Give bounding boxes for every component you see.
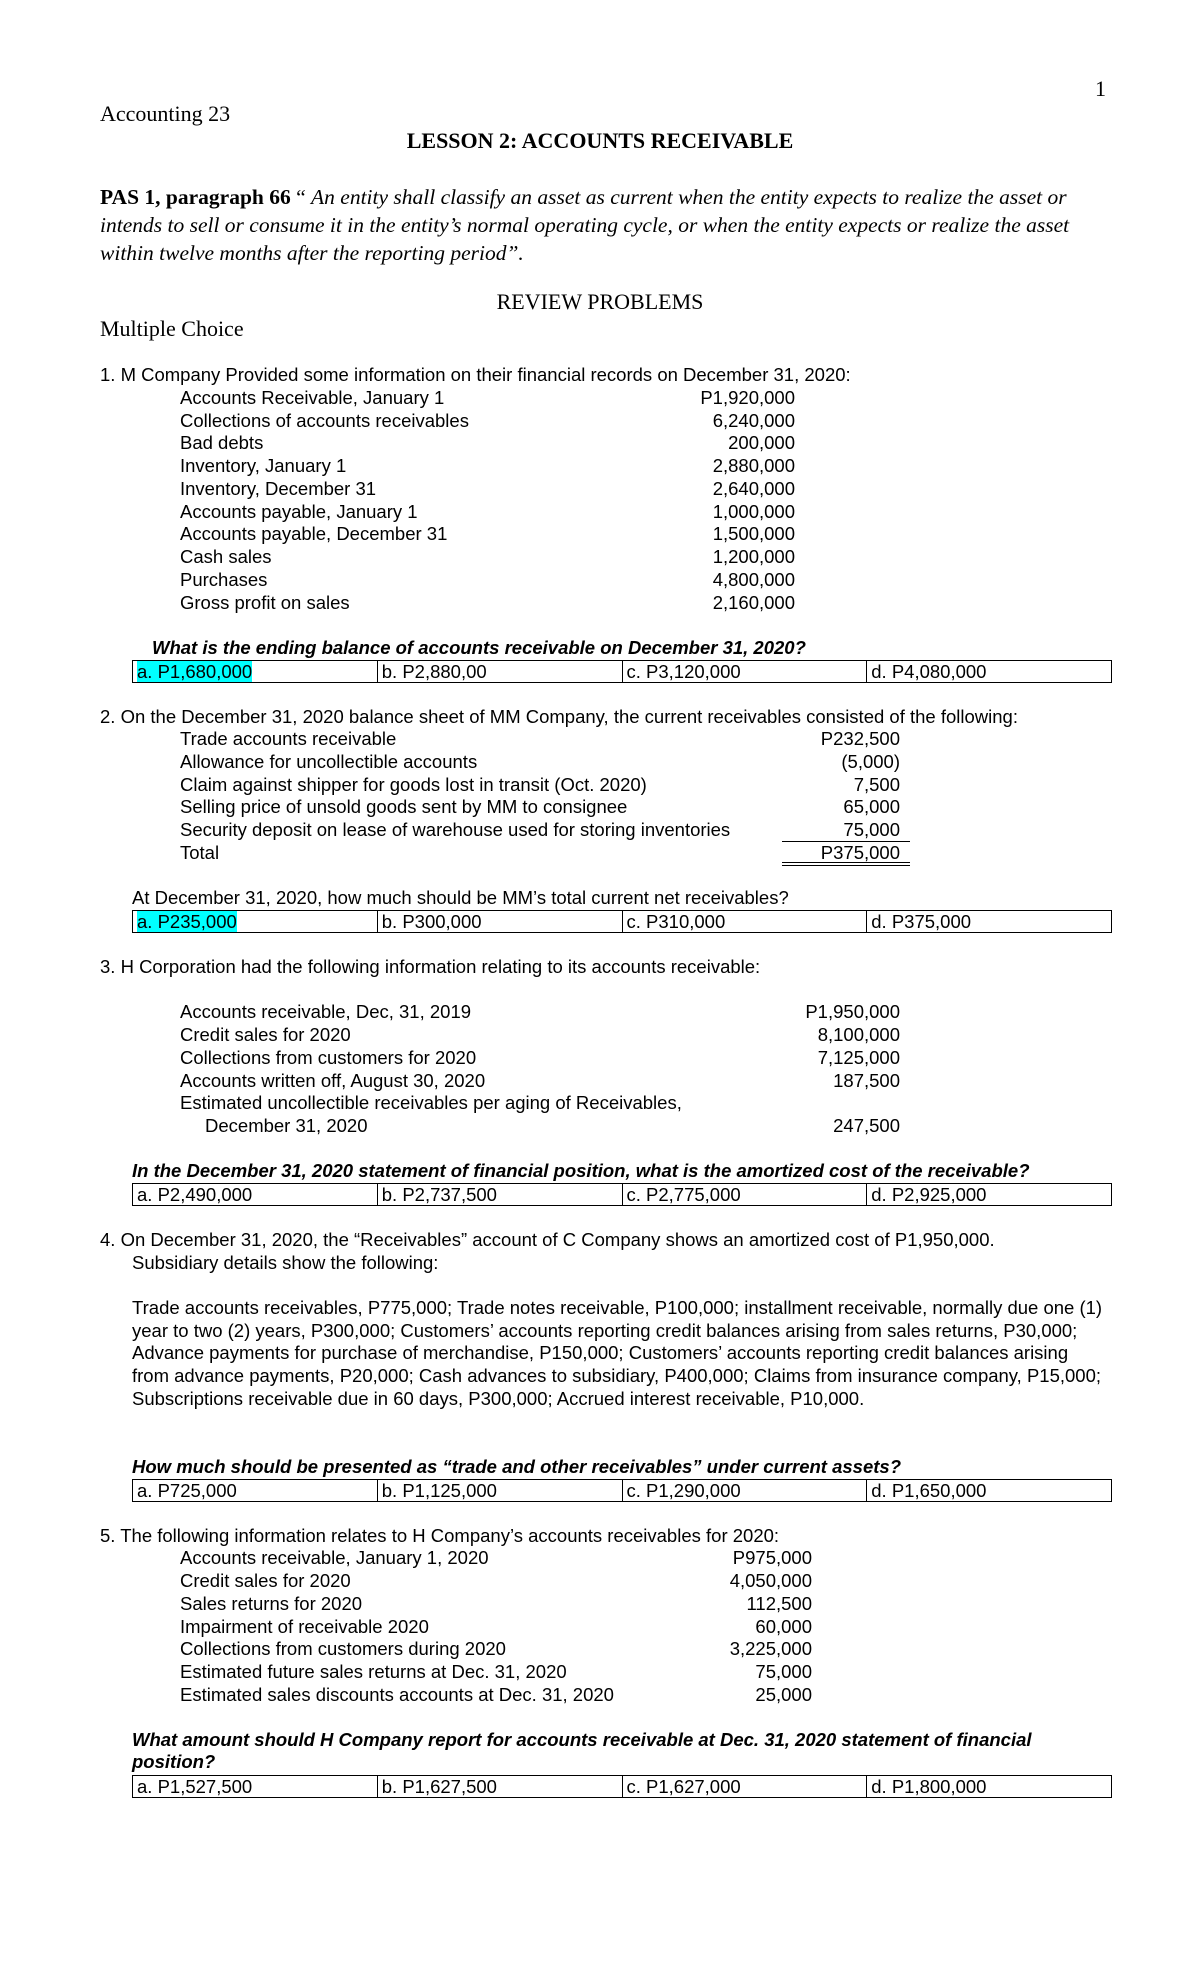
- page-number: 1: [1095, 76, 1106, 101]
- q2-intro: 2. On the December 31, 2020 balance sheet of MM Company, the current receivables consisted of the following:: [100, 706, 1018, 727]
- q1-item-label: Bad debts: [180, 432, 264, 453]
- q5-item-value: 112,500: [746, 1593, 812, 1614]
- q3-item-label: Estimated uncollectible receivables per aging of Receivables,: [180, 1092, 682, 1113]
- q2-item-label: Security deposit on lease of warehouse used for storing inventories: [180, 819, 731, 840]
- q5-item-value: P975,000: [732, 1547, 812, 1568]
- q2-choice-a[interactable]: [133, 911, 378, 933]
- q4-intro-line2: Subsidiary details show the following:: [132, 1252, 439, 1273]
- q1-item-value: 1,500,000: [712, 523, 795, 544]
- q4-choice-c[interactable]: c. P1,290,000: [622, 1480, 867, 1502]
- q1-choice-b[interactable]: b. P2,880,00: [377, 661, 622, 683]
- q1-choice-c[interactable]: c. P3,120,000: [622, 661, 867, 683]
- q1-choice-a[interactable]: [133, 661, 378, 683]
- q1-item-value: 2,160,000: [712, 592, 795, 613]
- q3-question: In the December 31, 2020 statement of financial position, what is the amortized cost of the receivable?: [132, 1160, 1030, 1181]
- q1-item-label: Cash sales: [180, 546, 272, 567]
- q4-question: How much should be presented as “trade and other receivables” under current assets?: [132, 1456, 901, 1477]
- q2-choice-a-highlight: a. P235,000: [137, 911, 237, 932]
- q5-intro: 5. The following information relates to H Company’s accounts receivables for 2020:: [100, 1525, 780, 1546]
- q4-intro-line1: 4. On December 31, 2020, the “Receivables” account of C Company shows an amortized cost of P1,950,000.: [100, 1229, 995, 1250]
- q2-item-label: Selling price of unsold goods sent by MM to consignee: [180, 796, 628, 817]
- q3-item-label: Accounts receivable, Dec, 31, 2019: [180, 1001, 472, 1022]
- q5-item-label: Sales returns for 2020: [180, 1593, 363, 1614]
- q2-choice-b[interactable]: b. P300,000: [377, 911, 622, 933]
- q1-item-value: 6,240,000: [712, 410, 795, 431]
- q2-item-value: 65,000: [843, 796, 900, 817]
- q3-item-value: 247,500: [833, 1115, 900, 1136]
- q5-item-label: Estimated future sales returns at Dec. 31, 2020: [180, 1661, 567, 1682]
- q3-item-label: December 31, 2020: [205, 1115, 368, 1136]
- q5-item-value: 60,000: [755, 1616, 812, 1637]
- q1-item-value: 4,800,000: [712, 569, 795, 590]
- q5-item-label: Credit sales for 2020: [180, 1570, 351, 1591]
- q5-item-label: Estimated sales discounts accounts at Dec. 31, 2020: [180, 1684, 614, 1705]
- lesson-title: LESSON 2: ACCOUNTS RECEIVABLE: [406, 128, 794, 153]
- q3-intro: 3. H Corporation had the following information relating to its accounts receivable:: [100, 956, 761, 977]
- q5-item-value: 4,050,000: [729, 1570, 812, 1591]
- q2-item-label: Claim against shipper for goods lost in transit (Oct. 2020): [180, 774, 647, 795]
- q5-choice-b[interactable]: b. P1,627,500: [377, 1776, 622, 1798]
- q3-item-value: 8,100,000: [817, 1024, 900, 1045]
- q3-item-value: 7,125,000: [817, 1047, 900, 1068]
- q1-item-value: 200,000: [728, 432, 795, 453]
- q5-item-label: Collections from customers during 2020: [180, 1638, 506, 1659]
- q2-total-value: P375,000: [782, 842, 910, 866]
- q5-choices: [132, 1775, 1112, 1798]
- q3-choice-b[interactable]: b. P2,737,500: [377, 1184, 622, 1206]
- q1-choices: [132, 660, 1112, 683]
- q2-item-value: P232,500: [820, 728, 900, 749]
- q2-item-label: Trade accounts receivable: [180, 728, 397, 749]
- q2-item-value: 75,000: [782, 819, 910, 842]
- q5-question: What amount should H Company report for accounts receivable at Dec. 31, 2020 statement of financial position?: [132, 1729, 1032, 1772]
- q2-choice-c[interactable]: c. P310,000: [622, 911, 867, 933]
- q1-choice-d[interactable]: d. P4,080,000: [867, 661, 1112, 683]
- q1-question: What is the ending balance of accounts receivable on December 31, 2020?: [152, 637, 806, 658]
- q2-item-value: (5,000): [841, 751, 900, 772]
- q5-item-label: Impairment of receivable 2020: [180, 1616, 429, 1637]
- q1-intro: 1. M Company Provided some information on their financial records on December 31, 2020:: [100, 364, 851, 385]
- q3-choice-d[interactable]: d. P2,925,000: [867, 1184, 1112, 1206]
- q4-choice-a[interactable]: a. P725,000: [133, 1480, 378, 1502]
- q3-choice-c[interactable]: c. P2,775,000: [622, 1184, 867, 1206]
- q3-choice-a[interactable]: a. P2,490,000: [133, 1184, 378, 1206]
- course-name: Accounting 23: [100, 101, 231, 126]
- q1-choice-a-highlight: a. P1,680,000: [137, 661, 253, 682]
- pas-quote-open: “: [290, 185, 312, 209]
- q1-item-value: 2,640,000: [712, 478, 795, 499]
- mc-heading: Multiple Choice: [100, 316, 244, 341]
- q5-choice-a[interactable]: a. P1,527,500: [133, 1776, 378, 1798]
- pas-quote-text: An entity shall classify an asset as current when the entity expects to realize the asset or intends to sell or consume it in the entity’s normal operating cycle, or when the entity expects or realize the asset within twelve months after the reporting period”.: [100, 185, 1070, 265]
- q2-total-label: Total: [180, 842, 220, 863]
- q2-item-value: 7,500: [853, 774, 900, 795]
- q5-choice-d[interactable]: d. P1,800,000: [867, 1776, 1112, 1798]
- q3-item-label: Accounts written off, August 30, 2020: [180, 1070, 486, 1091]
- q2-choices: [132, 910, 1112, 933]
- q4-choice-b[interactable]: b. P1,125,000: [377, 1480, 622, 1502]
- q1-item-value: 1,200,000: [712, 546, 795, 567]
- q3-item-label: Collections from customers for 2020: [180, 1047, 477, 1068]
- q4-choice-d[interactable]: d. P1,650,000: [867, 1480, 1112, 1502]
- q1-item-label: Accounts payable, January 1: [180, 501, 418, 522]
- q1-item-label: Inventory, December 31: [180, 478, 377, 499]
- review-heading: REVIEW PROBLEMS: [496, 289, 704, 314]
- q1-item-label: Gross profit on sales: [180, 592, 350, 613]
- q5-item-value: 25,000: [755, 1684, 812, 1705]
- q2-item-label: Allowance for uncollectible accounts: [180, 751, 478, 772]
- q2-choice-d[interactable]: d. P375,000: [867, 911, 1112, 933]
- q5-item-label: Accounts receivable, January 1, 2020: [180, 1547, 489, 1568]
- q5-choice-c[interactable]: c. P1,627,000: [622, 1776, 867, 1798]
- q1-item-label: Inventory, January 1: [180, 455, 347, 476]
- q3-item-value: P1,950,000: [805, 1001, 900, 1022]
- q1-item-value: 2,880,000: [712, 455, 795, 476]
- q3-item-label: Credit sales for 2020: [180, 1024, 351, 1045]
- q1-item-label: Purchases: [180, 569, 268, 590]
- q3-item-value: 187,500: [833, 1070, 900, 1091]
- q1-item-label: Collections of accounts receivables: [180, 410, 469, 431]
- pas-reference: PAS 1, paragraph 66: [100, 185, 291, 209]
- q1-item-value: P1,920,000: [700, 387, 795, 408]
- q2-question: At December 31, 2020, how much should be MM’s total current net receivables?: [132, 887, 789, 908]
- q4-details: Trade accounts receivables, P775,000; Trade notes receivable, P100,000; installment receivable, normally due one (1) year to two (2) years, P300,000; Customers’ accounts reporting credit balances arising from sales returns, P30,000; Advance payments for purchase of merchandise, P150,000; Customers’ accounts reporting credit balances arising from advance payments, P20,000; Cash advances to subsidiary, P400,000; Claims from insurance company, P15,000; Subscriptions receivable due in 60 days, P300,000; Accrued interest receivable, P10,000.: [132, 1297, 1103, 1409]
- q1-item-label: Accounts Receivable, January 1: [180, 387, 445, 408]
- q1-item-label: Accounts payable, December 31: [180, 523, 448, 544]
- pas-quote-paragraph: [100, 183, 1120, 267]
- q3-choices: [132, 1183, 1112, 1206]
- q4-choices: [132, 1479, 1112, 1502]
- q5-item-value: 3,225,000: [729, 1638, 812, 1659]
- q1-item-value: 1,000,000: [712, 501, 795, 522]
- q5-item-value: 75,000: [755, 1661, 812, 1682]
